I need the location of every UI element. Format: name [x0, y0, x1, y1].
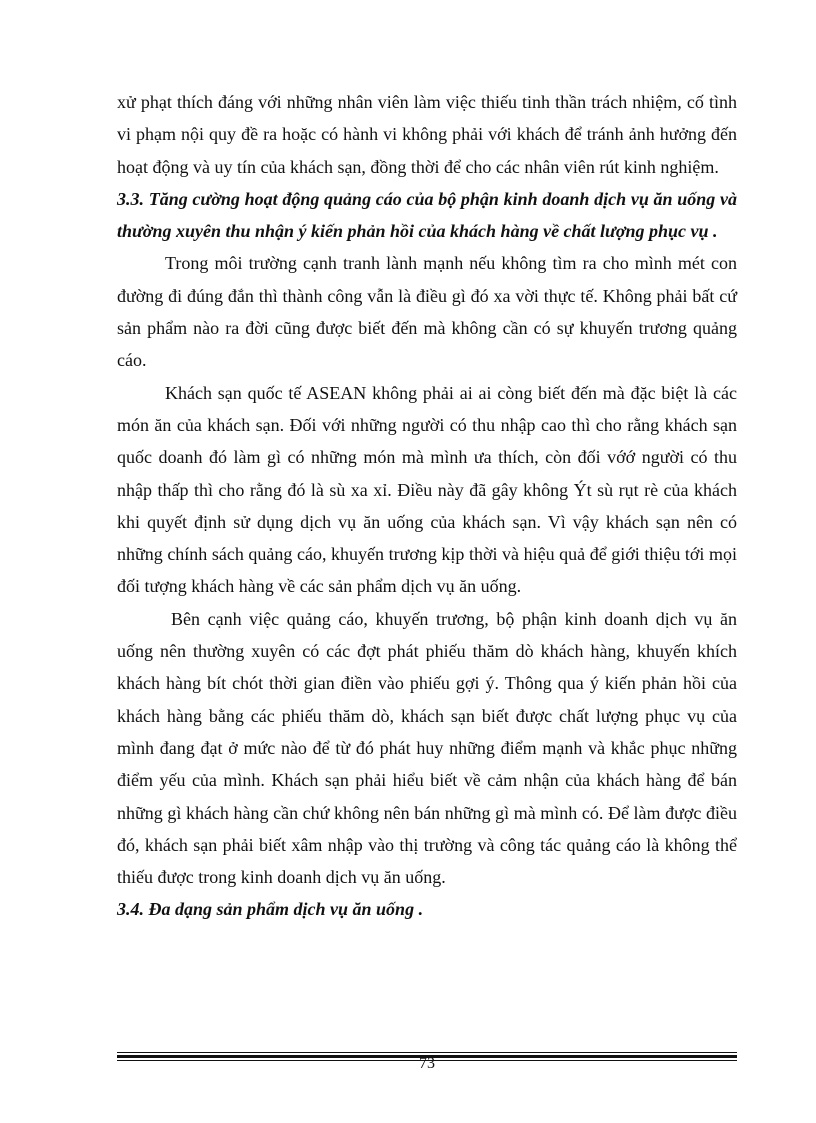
- paragraph-competition: Trong môi trường cạnh tranh lành mạnh nếu không tìm ra cho mình mét con đường đi đúng đắn thì thành công vẫn là điều gì đó xa vời thực tế. Không phải bất cứ sản phẩm nào ra đời cũng được biết đến mà không cần có sự khuyến trương quảng cáo.: [117, 253, 737, 371]
- section-heading-3-3: 3.3. Tăng cường hoạt động quảng cáo của bộ phận kinh doanh dịch vụ ăn uống và thường xuyên thu nhận ý kiến phản hồi của khách hàng về chất lượng phục vụ .: [117, 188, 737, 242]
- document-body: [117, 86, 737, 926]
- footer-rule-top: [117, 1052, 737, 1053]
- paragraph-continuation: xử phạt thích đáng với những nhân viên làm việc thiếu tinh thần trách nhiệm, cố tình vi phạm nội quy đề ra hoặc có hành vi không phải với khách để tránh ảnh hưởng đến hoạt động và uy tín của khách sạn, đồng thời để cho các nhân viên rút kinh nghiệm.: [117, 92, 737, 177]
- page-number: 73: [419, 1055, 435, 1072]
- paragraph-surveys: Bên cạnh việc quảng cáo, khuyến trương, bộ phận kinh doanh dịch vụ ăn uống nên thường xuyên có các đợt phát phiếu thăm dò khách hàng, khuyến khích khách hàng bít chót thời gian điền vào phiếu gợi ý. Thông qua ý kiến phản hồi của khách hàng bằng các phiếu thăm dò, khách sạn biết được chất lượng phục vụ của mình đang đạt ở mức nào để từ đó phát huy những điểm mạnh và khắc phục những điểm yếu của mình. Khách sạn phải hiểu biết về cảm nhận của khách hàng để bán những gì khách hàng cần chứ không nên bán những gì mà mình có. Để làm được điều đó, khách sạn phải biết xâm nhập vào thị trường và công tác quảng cáo là không thể thiếu được trong kinh doanh dịch vụ ăn uống.: [117, 608, 737, 888]
- section-heading-3-4: 3.4. Đa dạng sản phẩm dịch vụ ăn uống .: [117, 899, 424, 920]
- paragraph-asean-hotel: Khách sạn quốc tế ASEAN không phải ai ai còng biết đến mà đặc biệt là các món ăn của khách sạn. Đối với những người có thu nhập cao thì cho rằng khách sạn quốc doanh đó làm gì có những món mà mình ưa thích, còn đối vớớ người có thu nhập thấp thì cho rằng đó là sù xa xỉ. Điều này đã gây không Ýt sù rụt rè của khách khi quyết định sử dụng dịch vụ ăn uống của khách sạn. Vì vậy khách sạn nên có những chính sách quảng cáo, khuyến trương kịp thời và hiệu quả để giới thiệu tới mọi đối tượng khách hàng về các sản phẩm dịch vụ ăn uống.: [117, 382, 737, 597]
